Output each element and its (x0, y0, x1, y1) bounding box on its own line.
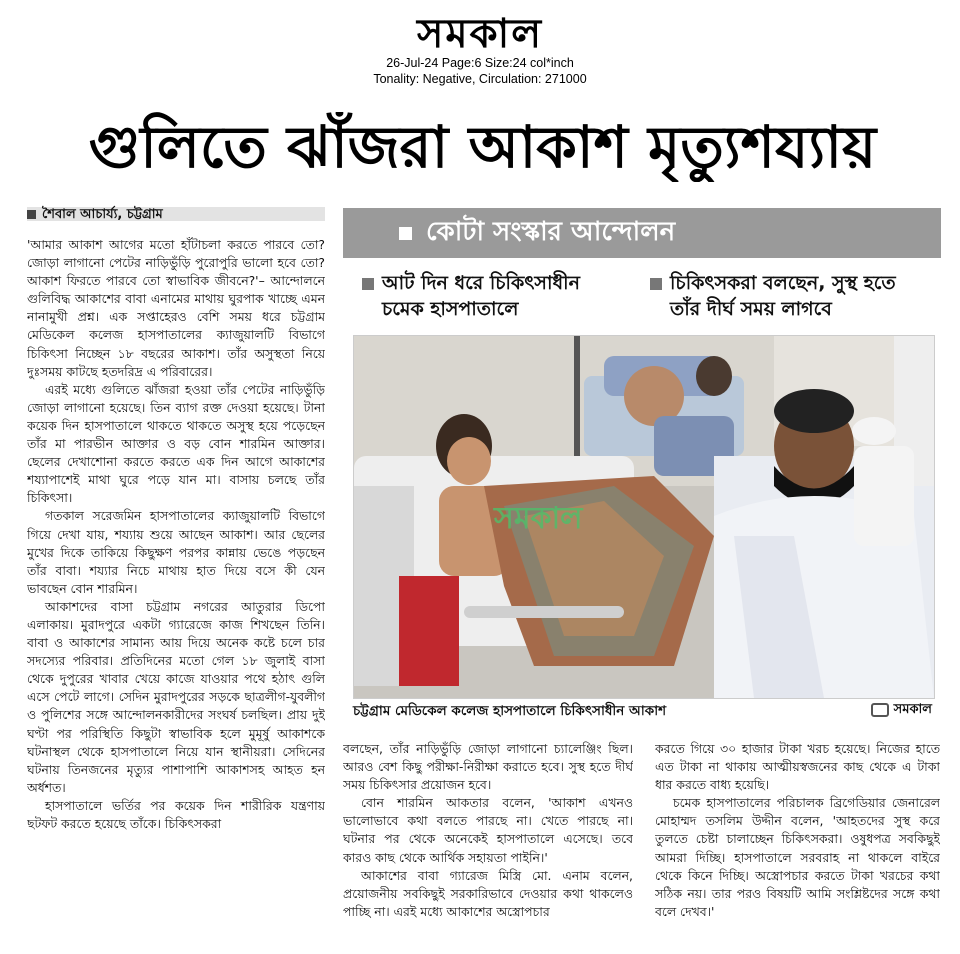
paragraph: হাসপাতালে ভর্তির পর কয়েক দিন শারীরিক যন্ত্রণায় ছটফট করতে হয়েছে তাঁকে। চিকিৎসকরা (27, 797, 325, 831)
subhead-square-icon (362, 278, 374, 290)
byline-text: শৈবাল আচার্য্য, চট্টগ্রাম (42, 207, 163, 222)
topic-banner-text: কোটা সংস্কার আন্দোলন (426, 217, 676, 247)
paragraph: আকাশের বাবা গ্যারেজ মিস্ত্রি মো. এনাম বলেন, প্রয়োজনীয় সবকিছুই সরকারিভাবে দেওয়ার কথা থাকলেও পাচ্ছি না। এরই মধ্যে আকাশের অস্ত্রোপচার (343, 867, 633, 919)
byline (27, 205, 325, 226)
byline-square-icon (27, 210, 36, 219)
paragraph: এরই মধ্যে গুলিতে ঝাঁজরা হওয়া তাঁর পেটের নাড়িভুঁড়ি জোড়া লাগানো হয়েছে। তিন ব্যাগ রক্ত দেওয়া হয়েছে। টানা কয়েক দিন হাসপাতালে থাকতে থাকতে অসুস্থ হয়ে পড়েছেন তাঁর মা পারভীন আক্তার ও বড় বোন শারমিন আক্তার। ছেলের দেখাশোনা করতে করতে এক দিন আগে আকাশের শয্যাপাশেই মাথা ঘুরে পড়ে যান মা। বাসায় চলছে তাঁর চিকিৎসা। (27, 381, 325, 506)
article-headline: গুলিতে ঝাঁজরা আকাশ মৃত্যুশয্যায় (88, 113, 877, 181)
hospital-photo-illustration (354, 336, 934, 698)
banner-square-icon (399, 227, 412, 240)
article-column-left (27, 236, 325, 946)
photo-watermark: সমকাল (494, 501, 583, 536)
clipping-meta-line-1: 26-Jul-24 Page:6 Size:24 col*inch (386, 56, 574, 70)
paragraph: আকাশদের বাসা চট্টগ্রাম নগরের আতুরার ডিপো এলাকায়। মুরাদপুরে একটা গ্যারেজে কাজ শিখছেন তিনি। বাবা ও আকাশের সামান্য আয় দিয়ে অনেক কষ্টে চলে চার সদস্যের পরিবার। প্রতিদিনের মতো গেল ১৮ জুলাই বাসা থেকে দুপুরের খাবার খেয়ে কাজে যাওয়ার পথে হঠাৎ গুলি এসে পেটে লাগে। সেদিন মুরাদপুরের সড়কে ছাত্রলীগ-যুবলীগ ও পুলিশের সঙ্গে আন্দোলনকারীদের সংঘর্ষ চলছিল। প্রায় দুই ঘণ্টা পর পরিস্থিতি কিছুটা স্বাভাবিক হলে মুমূর্ষু আকাশকে ঘটনাস্থল থেকে হাসপাতালে নিয়ে যান স্থানীয়রা। সেদিনের ঘটনায় তিনজনের মৃত্যুর পাশাপাশি আকাশসহ আহত হন অর্ধশত। (27, 598, 325, 795)
paragraph: গতকাল সরেজমিন হাসপাতালের ক্যাজুয়ালটি বিভাগে গিয়ে দেখা যায়, শয্যায় শুয়ে আছেন আকাশ। আর ছেলের মুখের দিকে তাকিয়ে কিছুক্ষণ পরপর কান্নায় ভেঙে পড়ছেন তাঁর বাবা। শয্যার নিচে মাথায় হাত দিয়ে বসে কী যেন ভাবছেন বোন শারমিন। (27, 508, 325, 596)
subhead-square-icon (650, 278, 662, 290)
subhead-1-line-1: আট দিন ধরে চিকিৎসাধীন (382, 272, 580, 294)
paragraph: বোন শারমিন আকতার বলেন, 'আকাশ এখনও ভালোভাবে কথা বলতে পারছে না। খেতে পারছে না। ঘটনার পর থেকে অনেকেই হাসপাতালে এসেছে। তবে কারও কাছ থেকে আর্থিক সহায়তা পাইনি।' (343, 795, 633, 865)
paragraph: চমেক হাসপাতালের পরিচালক ব্রিগেডিয়ার জেনারেল মোহাম্মদ তসলিম উদ্দীন বলেন, 'আহতদের সুস্থ করে তুলতে চেষ্টা চালাচ্ছেন চিকিৎসকরা। ওষুধপত্র সবকিছুই আমরা দিচ্ছি। হাসপাতালে সরবরাহ না থাকলে বাইরে থেকে কিনে দিচ্ছি। অস্ত্রোপচার করতে টাকা খরচের কথা সঠিক নয়। তার পরও বিষয়টি আমি সংশ্লিষ্টদের সঙ্গে কথা বলে দেখব।' (655, 795, 940, 919)
subhead-2-line-1: চিকিৎসকরা বলছেন, সুস্থ হতে (670, 272, 896, 294)
clipping-meta-line-2: Tonality: Negative, Circulation: 271000 (373, 72, 587, 86)
hospital-photo (353, 335, 935, 699)
subhead-2 (650, 270, 950, 322)
subhead-1-line-2: চমেক হাসপাতালে (382, 298, 519, 320)
article-column-middle (343, 740, 633, 946)
newspaper-masthead: সমকাল (416, 10, 544, 57)
subhead-2-line-2: তাঁর দীর্ঘ সময় লাগবে (670, 298, 832, 320)
paragraph: বলছেন, তাঁর নাড়িভুঁড়ি জোড়া লাগানো চ্যালেঞ্জিং ছিল। আরও বেশ কিছু পরীক্ষা-নিরীক্ষা করাতে হবে। সুস্থ হতে দীর্ঘ সময় চিকিৎসার প্রয়োজন হবে। (343, 741, 633, 793)
subhead-1 (362, 270, 642, 322)
photo-credit-text: সমকাল (893, 702, 932, 717)
photo-credit (871, 700, 932, 721)
photo-caption: চট্টগ্রাম মেডিকেল কলেজ হাসপাতালে চিকিৎসাধীন আকাশ (353, 703, 667, 719)
camera-icon (871, 703, 889, 717)
paragraph: করতে গিয়ে ৩০ হাজার টাকা খরচ হয়েছে। নিজের হাতে এত টাকা না থাকায় আত্মীয়স্বজনের কাছ থেকে এ টাকা ধার করতে বাধ্য হয়েছি। (655, 741, 940, 793)
topic-banner (343, 208, 941, 258)
paragraph: 'আমার আকাশ আগের মতো হাঁটাচলা করতে পারবে তো? জোড়া লাগানো পেটের নাড়িভুঁড়ি পুরোপুরি ভালো হবে তো? আকাশ ফিরতে পারবে তো স্বাভাবিক জীবনে?'– আন্দোলনে গুলিবিদ্ধ আকাশের বাবা এনামের মাথায় ঘুরপাক খাচ্ছে এমন নানামুখী প্রশ্ন। এক সপ্তাহেরও বেশি সময় ধরে চট্টগ্রাম মেডিকেল কলেজ হাসপাতালের ক্যাজুয়ালটি বিভাগে চিকিৎসা নিচ্ছেন ১৮ বছরের আকাশ। তাঁর অসুস্থতা নিয়ে দুঃসময় কাটছে হতদরিদ্র এ পরিবারের। (27, 237, 325, 379)
article-column-right (655, 740, 940, 946)
